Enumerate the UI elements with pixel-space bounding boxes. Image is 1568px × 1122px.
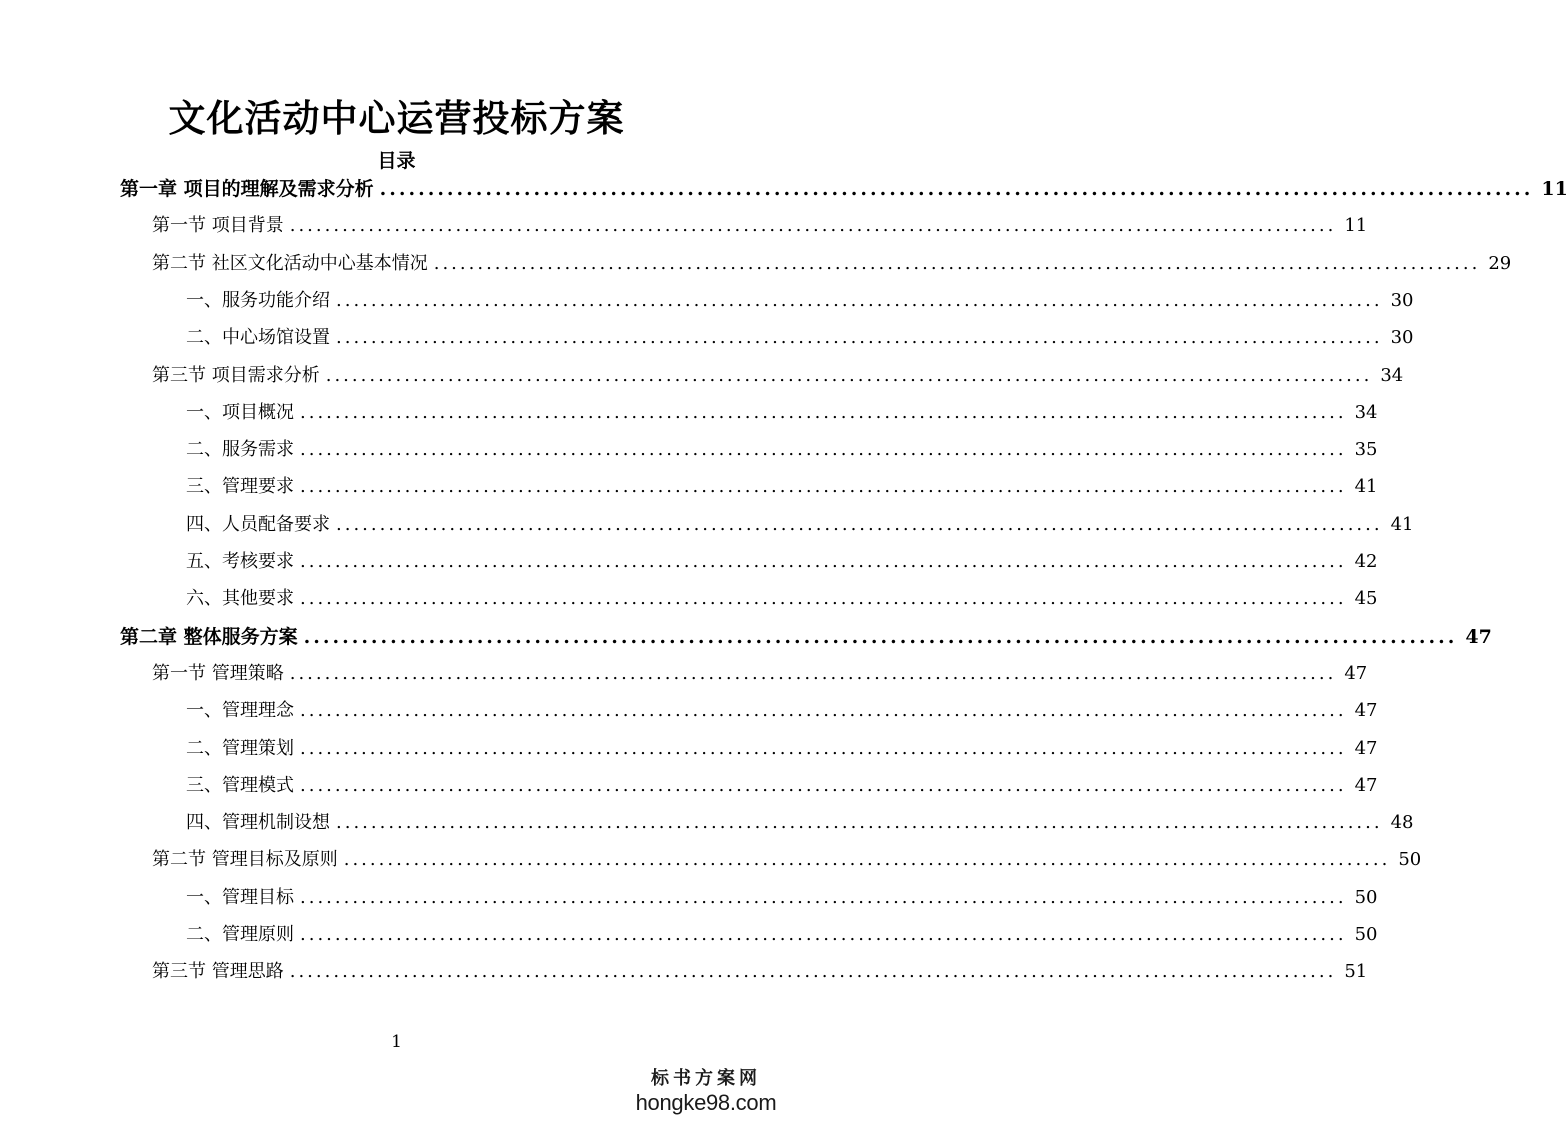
toc-dot-leader: ........................................................................................................................ (300, 738, 1347, 759)
toc-dot-leader: ........................................................................................................................ (300, 700, 1347, 721)
toc-entry[interactable] (152, 211, 1368, 241)
toc-entry-label: 二、管理原则 (186, 924, 294, 945)
toc-entry-label: 第二章 整体服务方案 (120, 626, 298, 648)
toc-dot-leader: ........................................................................................................................ (300, 551, 1347, 572)
toc-entry[interactable] (186, 771, 1378, 801)
toc-entry-page: 42 (1354, 551, 1378, 572)
toc-dot-leader: ........................................................................................................................ (379, 178, 1534, 200)
toc-dot-leader: ........................................................................................................................ (343, 849, 1391, 870)
toc-dot-leader: ........................................................................................................................ (336, 327, 1383, 348)
toc-entry-page: 41 (1390, 514, 1414, 535)
toc-entry-label: 一、管理理念 (186, 700, 294, 721)
toc-entry-label: 四、人员配备要求 (186, 514, 330, 535)
toc-dot-leader: ........................................................................................................................ (300, 402, 1347, 423)
toc-entry-page: 48 (1390, 812, 1414, 833)
toc-dot-leader: ........................................................................................................................ (300, 588, 1347, 609)
toc-entry[interactable] (152, 957, 1368, 987)
toc-entry[interactable] (186, 920, 1378, 950)
toc-entry[interactable] (186, 696, 1378, 726)
toc-dot-leader: ........................................................................................................................ (289, 215, 1337, 236)
toc-entry-label: 二、中心场馆设置 (186, 327, 330, 348)
toc-entry-page: 45 (1354, 588, 1378, 609)
toc-entry-label: 四、管理机制设想 (186, 812, 330, 833)
toc-dot-leader: ........................................................................................................................ (300, 775, 1347, 796)
page-number: 1 (391, 1032, 402, 1052)
toc-entry-label: 二、管理策划 (186, 738, 294, 759)
toc-entry-label: 一、服务功能介绍 (186, 290, 330, 311)
document-title: 文化活动中心运营投标方案 (168, 96, 625, 140)
toc-entry-label: 三、管理要求 (186, 476, 294, 497)
toc-entry-page: 47 (1354, 738, 1378, 759)
watermark-logo (631, 1068, 781, 1116)
toc-entry-page: 50 (1354, 924, 1378, 945)
toc-entry-page: 50 (1354, 887, 1378, 908)
toc-entry[interactable] (186, 808, 1414, 838)
toc-entry[interactable] (152, 845, 1422, 875)
toc-entry-label: 一、项目概况 (186, 402, 294, 423)
toc-entry[interactable] (120, 622, 1492, 652)
toc-entry[interactable] (186, 510, 1414, 540)
watermark-url: hongke98.com (635, 1090, 777, 1115)
toc-entry-label: 第一章 项目的理解及需求分析 (120, 178, 374, 200)
toc-entry[interactable] (186, 323, 1414, 353)
toc-entry-label: 五、考核要求 (186, 551, 294, 572)
toc-entry[interactable] (186, 584, 1378, 614)
toc-dot-leader: ........................................................................................................................ (300, 439, 1347, 460)
toc-entry[interactable] (186, 883, 1378, 913)
toc-entry-label: 第一节 管理策略 (152, 663, 284, 684)
toc-entry[interactable] (120, 174, 1568, 204)
toc-entry-page: 47 (1354, 700, 1378, 721)
toc-entry[interactable] (152, 249, 1512, 279)
toc-dot-leader: ........................................................................................................................ (336, 812, 1383, 833)
toc-dot-leader: ........................................................................................................................ (325, 365, 1373, 386)
toc-entry-label: 三、管理模式 (186, 775, 294, 796)
toc-dot-leader: ........................................................................................................................ (289, 961, 1337, 982)
toc-entry-page: 30 (1390, 327, 1414, 348)
toc-dot-leader: ........................................................................................................................ (433, 253, 1481, 274)
toc-entry-page: 47 (1465, 626, 1492, 648)
toc-entry[interactable] (152, 361, 1404, 391)
toc-entry-page: 47 (1354, 775, 1378, 796)
toc-entry-label: 六、其他要求 (186, 588, 294, 609)
toc-entry-page: 11 (1541, 178, 1568, 200)
toc-entry[interactable] (186, 398, 1378, 428)
toc-entry-page: 50 (1398, 849, 1422, 870)
toc-entry-label: 一、管理目标 (186, 887, 294, 908)
toc-entry-label: 第二节 社区文化活动中心基本情况 (152, 253, 428, 274)
toc-dot-leader: ........................................................................................................................ (303, 626, 1458, 648)
toc-entry-page: 47 (1344, 663, 1368, 684)
toc-entry[interactable] (186, 547, 1378, 577)
toc-entry[interactable] (186, 286, 1414, 316)
toc-entry-page: 30 (1390, 290, 1414, 311)
toc-dot-leader: ........................................................................................................................ (289, 663, 1337, 684)
toc-entry-page: 41 (1354, 476, 1378, 497)
toc-entry-label: 二、服务需求 (186, 439, 294, 460)
toc-entry-label: 第二节 管理目标及原则 (152, 849, 338, 870)
toc-entry[interactable] (186, 734, 1378, 764)
toc-heading: 目录 (377, 150, 416, 172)
toc-dot-leader: ........................................................................................................................ (336, 514, 1383, 535)
toc-entry-label: 第三节 项目需求分析 (152, 365, 320, 386)
toc-entry-label: 第三节 管理思路 (152, 961, 284, 982)
toc-entry-page: 34 (1380, 365, 1404, 386)
toc-entry-label: 第一节 项目背景 (152, 215, 284, 236)
toc-dot-leader: ........................................................................................................................ (336, 290, 1383, 311)
watermark-name: 标书方案网 (651, 1068, 761, 1089)
toc-entry-page: 35 (1354, 439, 1378, 460)
toc-dot-leader: ........................................................................................................................ (300, 476, 1347, 497)
toc-entry-page: 29 (1488, 253, 1512, 274)
toc-dot-leader: ........................................................................................................................ (300, 924, 1347, 945)
toc-dot-leader: ........................................................................................................................ (300, 887, 1347, 908)
toc-entry[interactable] (152, 659, 1368, 689)
toc-entry-page: 34 (1354, 402, 1378, 423)
toc-entry-page: 51 (1344, 961, 1368, 982)
toc-entry[interactable] (186, 472, 1378, 502)
toc-entry[interactable] (186, 435, 1378, 465)
toc-entry-page: 11 (1344, 215, 1368, 236)
